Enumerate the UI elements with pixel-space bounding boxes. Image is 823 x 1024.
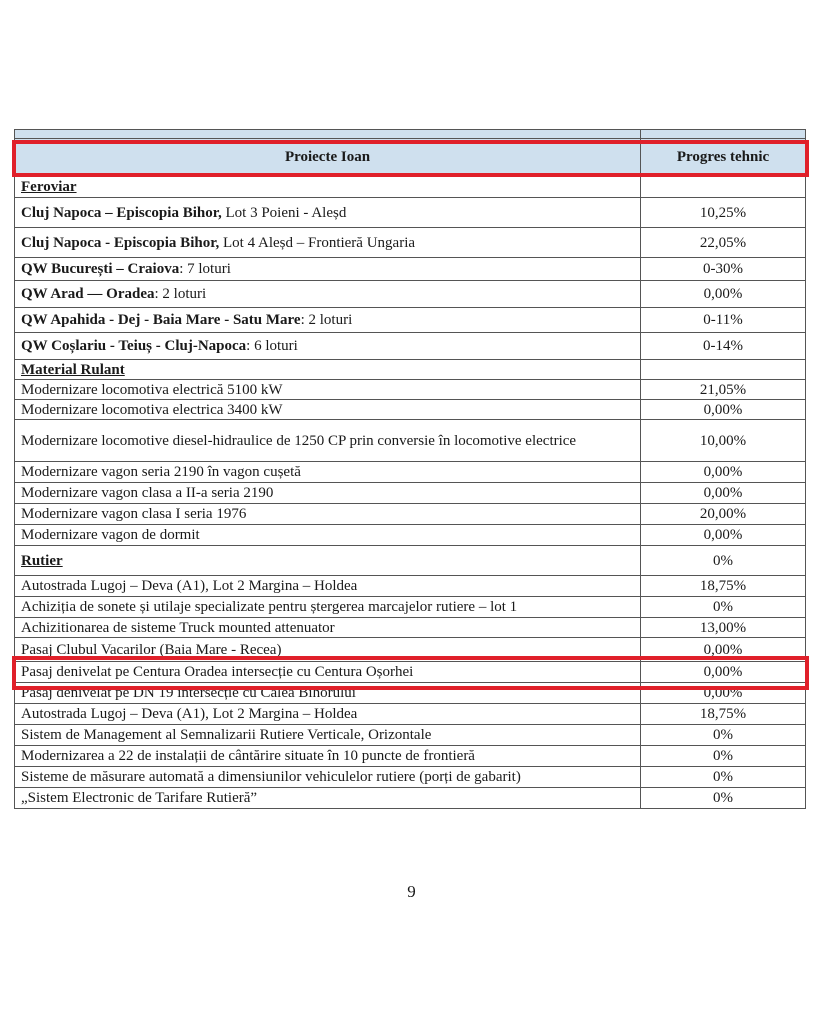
progress-value: 18,75% [641,704,806,725]
progress-value: 0,00% [641,462,806,483]
table-row [15,400,806,420]
table-row [15,746,806,767]
project-name: Modernizare vagon clasa a II-a seria 2190 [15,483,641,504]
table-row [15,618,806,638]
table-row [15,198,806,228]
progress-value: 18,75% [641,576,806,597]
progress-value: 0,00% [641,638,806,662]
project-name: Modernizarea a 22 de instalații de cântărire situate în 10 puncte de frontieră [15,746,641,767]
progress-value: 10,00% [641,420,806,462]
table-row [15,525,806,546]
table-row [15,767,806,788]
table-row [15,704,806,725]
project-name: QW Arad — Oradea: 2 loturi [15,281,641,308]
section-row-rutier [15,546,806,576]
section-title: Feroviar [15,176,641,198]
progress-value: 0% [641,746,806,767]
section-title: Rutier [15,546,641,576]
progress-value: 21,05% [641,380,806,400]
progress-value: 0,00% [641,483,806,504]
progress-value: 0% [641,788,806,809]
project-name: Pasaj Clubul Vacarilor (Baia Mare - Recea) [15,638,641,662]
project-name: Modernizare locomotiva electrica 3400 kW [15,400,641,420]
table-row [15,725,806,746]
progress-value: 22,05% [641,228,806,258]
header-strip [15,130,806,139]
progress-value: 0-30% [641,258,806,281]
progress-value: 0% [641,597,806,618]
table-row [15,483,806,504]
page-number: 9 [407,882,416,901]
section-row-material-rulant [15,360,806,380]
project-name: Autostrada Lugoj – Deva (A1), Lot 2 Margina – Holdea [15,576,641,597]
project-name: Pasaj denivelat pe DN 19 intersecție cu Calea Bihorului [15,683,641,704]
header-projects: Proiecte Ioan [15,139,641,176]
project-name: Modernizare vagon clasa I seria 1976 [15,504,641,525]
table-row [15,333,806,360]
project-name: Autostrada Lugoj – Deva (A1), Lot 2 Margina – Holdea [15,704,641,725]
project-name: Modernizare vagon de dormit [15,525,641,546]
progress-value: 0% [641,725,806,746]
section-row-feroviar [15,176,806,198]
project-name: Modernizare locomotive diesel-hidraulice de 1250 CP prin conversie în locomotive electrice [15,420,641,462]
progress-value: 10,25% [641,198,806,228]
progress-value: 0-11% [641,308,806,333]
progress-value: 0,00% [641,281,806,308]
progress-table [14,129,806,809]
progress-value: 0-14% [641,333,806,360]
project-name: Cluj Napoca – Episcopia Bihor, Lot 3 Poieni - Aleșd [15,198,641,228]
table-row [15,597,806,618]
table-row [15,576,806,597]
progress-value: 0% [641,767,806,788]
table-row [15,683,806,704]
progress-value: 20,00% [641,504,806,525]
table-row [15,258,806,281]
project-name: Pasaj denivelat pe Centura Oradea intersecție cu Centura Oșorhei [15,662,641,683]
table-row [15,228,806,258]
table-row [15,788,806,809]
project-name: Achizitionarea de sisteme Truck mounted attenuator [15,618,641,638]
section-title: Material Rulant [15,360,641,380]
progress-value: 0,00% [641,525,806,546]
table-header-row [15,139,806,176]
progress-value: 0% [641,546,806,576]
progress-value: 0,00% [641,400,806,420]
table-row [15,281,806,308]
project-name: QW Coșlariu - Teiuș - Cluj-Napoca: 6 loturi [15,333,641,360]
project-name: „Sistem Electronic de Tarifare Rutieră” [15,788,641,809]
project-name: QW Apahida - Dej - Baia Mare - Satu Mare: 2 loturi [15,308,641,333]
project-name: Sisteme de măsurare automată a dimensiunilor vehiculelor rutiere (porți de gabarit) [15,767,641,788]
table-row [15,380,806,400]
project-name: QW București – Craiova: 7 loturi [15,258,641,281]
progress-value: 13,00% [641,618,806,638]
table-row [15,662,806,683]
header-progress: Progres tehnic [641,139,806,176]
table-row [15,504,806,525]
table-row [15,462,806,483]
project-name: Achiziția de sonete și utilaje specializate pentru ștergerea marcajelor rutiere – lot 1 [15,597,641,618]
project-name: Modernizare locomotiva electrică 5100 kW [15,380,641,400]
progress-value: 0,00% [641,683,806,704]
table-row [15,420,806,462]
progress-value: 0,00% [641,662,806,683]
project-name: Sistem de Management al Semnalizarii Rutiere Verticale, Orizontale [15,725,641,746]
project-name: Cluj Napoca - Episcopia Bihor, Lot 4 Aleșd – Frontieră Ungaria [15,228,641,258]
table-row-highlighted [15,638,806,662]
table-row [15,308,806,333]
project-name: Modernizare vagon seria 2190 în vagon cușetă [15,462,641,483]
